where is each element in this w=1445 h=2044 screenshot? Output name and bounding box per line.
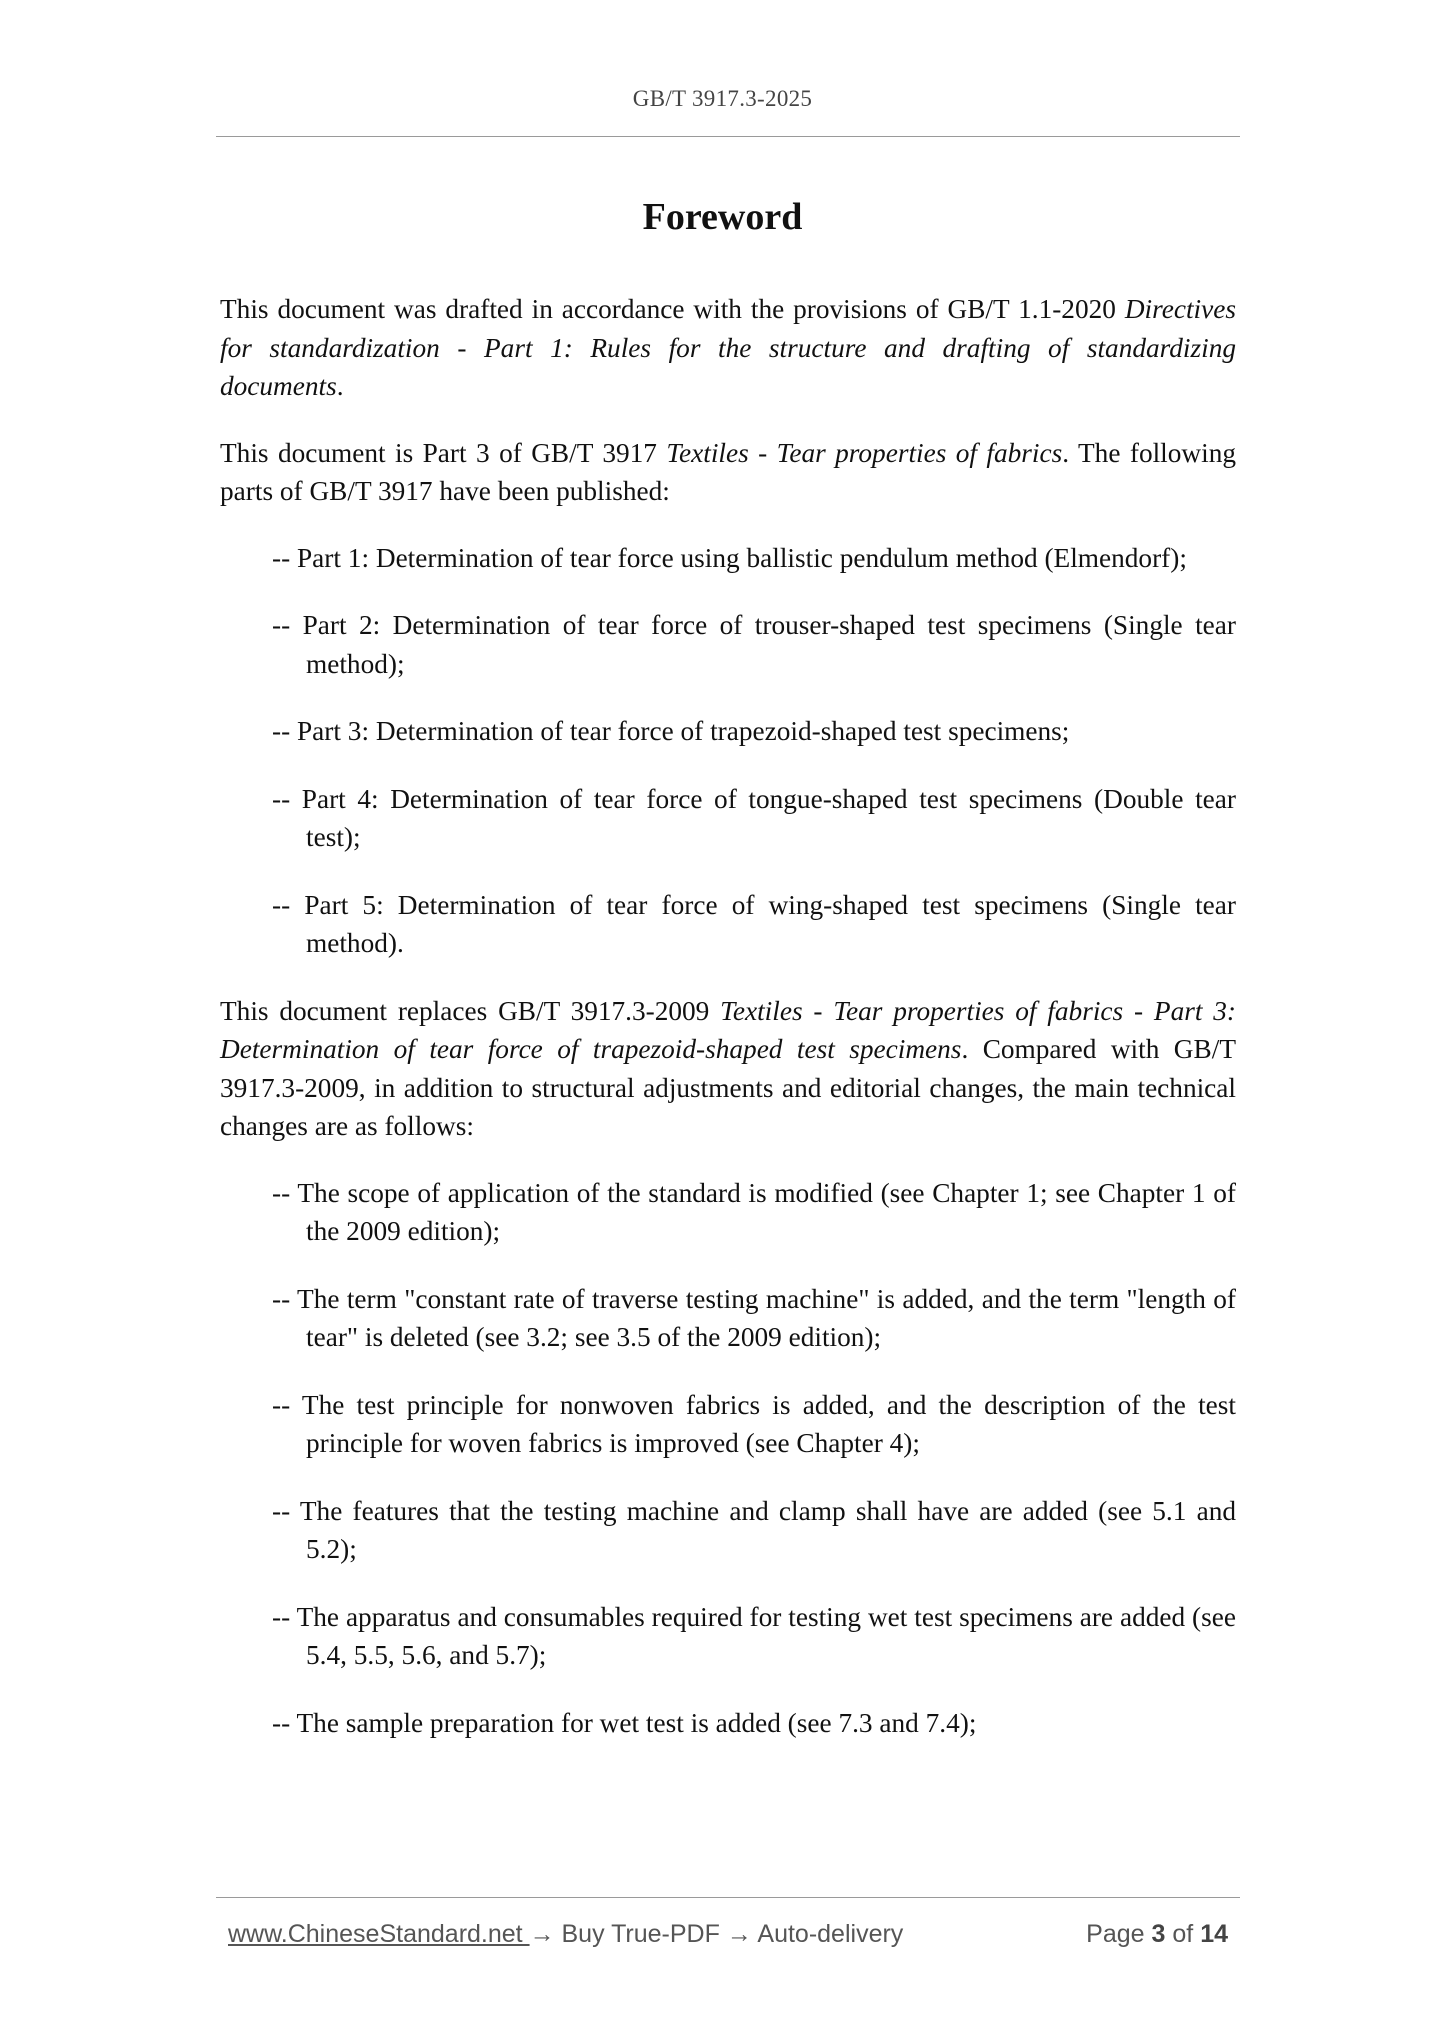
list-item: -- The sample preparation for wet test is added (see 7.3 and 7.4); bbox=[272, 1707, 977, 1738]
list-item: -- Part 5: Determination of tear force of wing-shaped test specimens (Single tear method). bbox=[272, 889, 1236, 958]
running-header: GB/T 3917.3-2025 bbox=[632, 86, 813, 111]
replaces-text-2: - bbox=[802, 995, 834, 1026]
replaces-text-4: . Compared with GB/T 3917.3-2009, in addition to structural adjustments and editorial changes, the main technical changes are as follows: bbox=[220, 1034, 1236, 1141]
intro-paragraph bbox=[220, 290, 1236, 406]
document-body bbox=[220, 290, 1236, 1742]
parts-text-2: - bbox=[748, 437, 777, 468]
footer-promo bbox=[228, 1920, 903, 1949]
list-item: -- Part 1: Determination of tear force using ballistic pendulum method (Elmendorf); bbox=[272, 542, 1187, 573]
replaces-title-textiles: Textiles bbox=[720, 995, 803, 1026]
parts-text-1: This document is Part 3 of GB/T 3917 bbox=[220, 437, 667, 468]
arrow-right-icon: → bbox=[726, 1920, 752, 1948]
website-link[interactable]: www.ChineseStandard.net bbox=[228, 1920, 530, 1948]
page-title: Foreword bbox=[642, 196, 803, 238]
page-label: Page bbox=[1086, 1920, 1145, 1948]
of-label: of bbox=[1172, 1920, 1194, 1948]
page-number bbox=[1086, 1920, 1228, 1949]
parts-title-textiles: Textiles bbox=[666, 437, 749, 468]
parts-paragraph bbox=[220, 434, 1236, 511]
changes-list bbox=[220, 1174, 1236, 1743]
arrow-right-icon: → bbox=[529, 1920, 555, 1948]
total-pages: 14 bbox=[1200, 1920, 1228, 1948]
parts-list bbox=[220, 539, 1236, 963]
replaces-text-3: - bbox=[1123, 995, 1154, 1026]
list-item: -- The test principle for nonwoven fabrics is added, and the description of the test principle for woven fabrics is improved (see Chapter 4); bbox=[272, 1389, 1236, 1458]
parts-text-3: . The following parts of GB/T 3917 have been published: bbox=[220, 437, 1236, 506]
header-divider bbox=[216, 136, 1240, 137]
replaces-title-part3: Part 3: Determination of tear force of trapezoid-shaped test specimens bbox=[220, 995, 1236, 1064]
replaces-text-1: This document replaces GB/T 3917.3-2009 bbox=[220, 995, 721, 1026]
page-footer bbox=[228, 1920, 1228, 1954]
list-item: -- The scope of application of the standard is modified (see Chapter 1; see Chapter 1 of the 2009 edition); bbox=[272, 1177, 1236, 1246]
intro-end: . bbox=[336, 371, 344, 401]
auto-delivery-text: Auto-delivery bbox=[751, 1920, 904, 1948]
footer-divider bbox=[216, 1897, 1240, 1898]
list-item: -- The features that the testing machine and clamp shall have are added (see 5.1 and 5.2); bbox=[272, 1495, 1236, 1564]
intro-text: This document was drafted in accordance with the provisions of GB/T 1.1-2020 bbox=[220, 294, 1125, 324]
list-item: -- Part 3: Determination of tear force of trapezoid-shaped test specimens; bbox=[272, 716, 1070, 746]
list-item: -- Part 4: Determination of tear force of tongue-shaped test specimens (Double tear test); bbox=[272, 783, 1236, 852]
buy-pdf-text: Buy True-PDF bbox=[554, 1920, 727, 1948]
replaces-title-tear: Tear properties of fabrics bbox=[833, 995, 1124, 1026]
replaces-paragraph bbox=[220, 992, 1236, 1146]
current-page: 3 bbox=[1151, 1920, 1166, 1948]
parts-title-tear: Tear properties of fabrics bbox=[776, 437, 1063, 468]
list-item: -- The term "constant rate of traverse testing machine" is added, and the term "length of tear" is deleted (see 3.2; see 3.5 of the 2009 edition); bbox=[272, 1283, 1236, 1352]
list-item: -- Part 2: Determination of tear force of trouser-shaped test specimens (Single tear method); bbox=[272, 610, 1236, 679]
list-item: -- The apparatus and consumables required for testing wet test specimens are added (see 5.4, 5.5, 5.6, and 5.7); bbox=[272, 1601, 1236, 1670]
intro-standard-title: Directives for standardization - Part 1: Rules for the structure and drafting of standardizing documents bbox=[220, 294, 1236, 401]
